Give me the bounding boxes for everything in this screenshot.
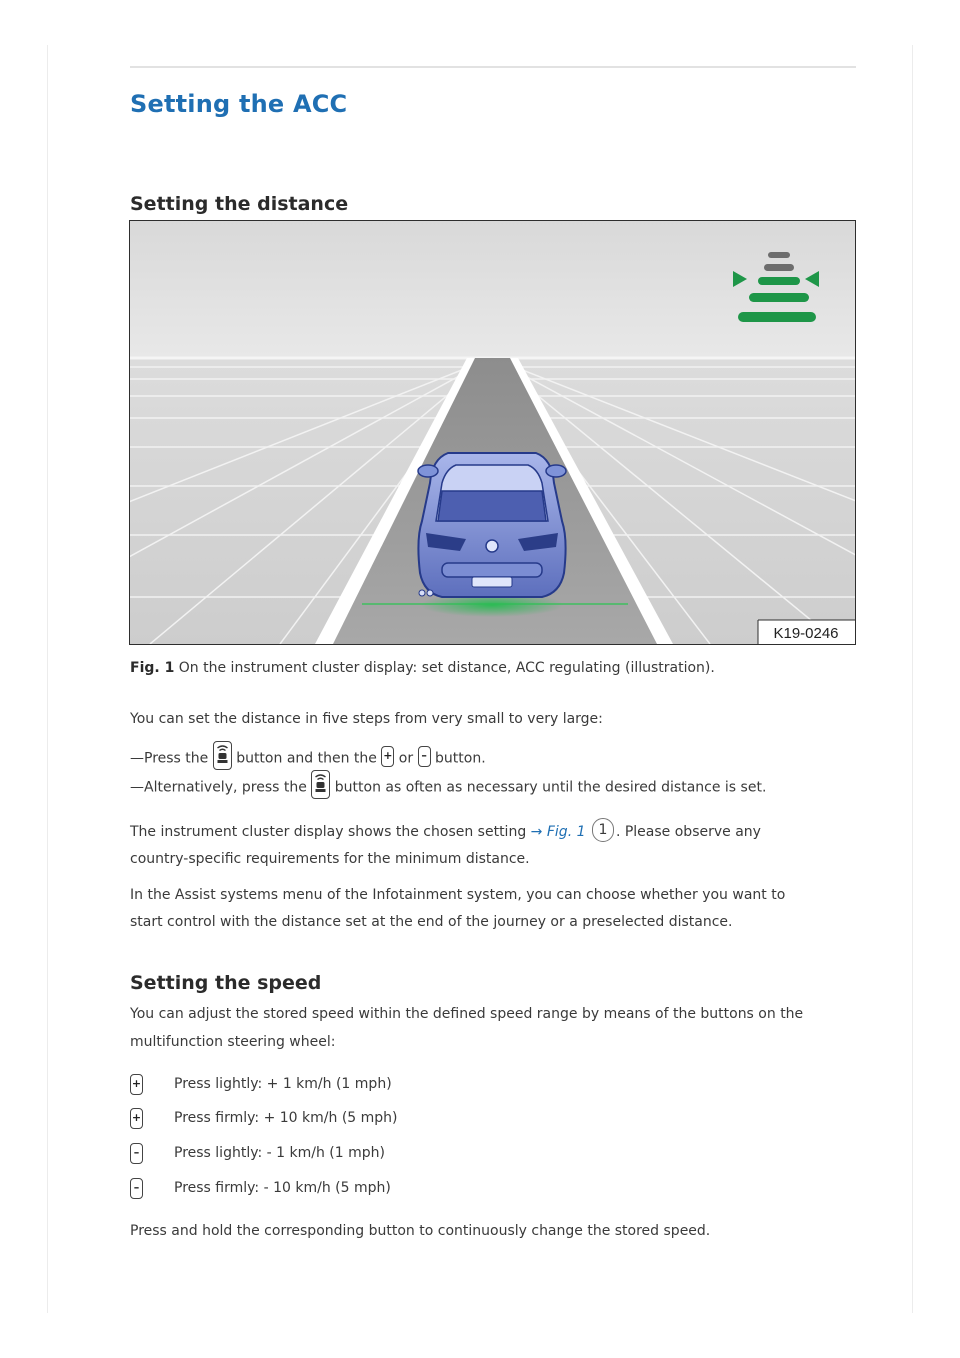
right-margin-line [912,45,913,1313]
distance-bar-4 [749,293,809,302]
figure-link[interactable]: Fig. 1 [546,824,586,840]
speed-row-text: Press lightly: - 1 km/h (1 mph) [174,1145,385,1161]
top-rule [130,66,856,68]
distance-intro: You can set the distance in five steps from very small to very large: [130,711,603,727]
paragraph-setting-shown [130,820,761,844]
minus-button-icon: – [130,1178,143,1199]
plus-button-icon: + [381,746,394,767]
acc-distance-button-icon [213,741,232,770]
speed-row-plus-firm [130,1106,630,1130]
step-2-text-b: button as often as necessary until the desired distance is set. [334,779,767,796]
step-1-text-d: button. [435,750,486,767]
caption-label: Fig. 1 [130,660,175,676]
step-1-text-a: Press the [144,750,209,767]
distance-bar-3 [758,277,800,285]
paragraph-1-line-2: country-specific requirements for the minimum distance. [130,851,530,867]
speed-intro-line-1: You can adjust the stored speed within the defined speed range by means of the buttons on the [130,1006,804,1022]
step-1-text-b: button and then the [236,750,377,767]
step-1-text-c: or [398,750,414,767]
speed-intro-line-2: multifunction steering wheel: [130,1034,336,1050]
speed-row-minus-light [130,1141,630,1165]
caption-text: On the instrument cluster display: set distance, ACC regulating (illustration). [178,660,715,676]
page-title: Setting the ACC [130,90,348,118]
section-heading-speed: Setting the speed [130,972,322,994]
instrument-cluster-illustration [130,221,855,644]
distance-step-2 [130,773,766,802]
figure-code: K19-0246 [773,625,839,642]
left-margin-line [47,45,48,1313]
speed-row-plus-light [130,1072,630,1096]
figure-caption [130,658,715,678]
distance-bar-2 [764,264,794,271]
callout-badge: 1 [592,818,614,842]
speed-outro: Press and hold the corresponding button to continuously change the stored speed. [130,1223,711,1239]
section-heading-distance: Setting the distance [130,193,349,215]
acc-distance-button-icon [311,770,330,799]
paragraph-2-line-1: In the Assist systems menu of the Infotainment system, you can choose whether you want to [130,887,786,903]
figure-link-arrow[interactable]: → [530,824,543,840]
speed-row-text: Press lightly: + 1 km/h (1 mph) [174,1076,392,1092]
figure-acc-display [129,220,856,645]
speed-row-text: Press firmly: - 10 km/h (5 mph) [174,1180,391,1196]
sky-area [130,221,855,358]
distance-bar-1 [768,252,790,258]
distance-step-1 [130,744,486,773]
paragraph-1-text-b: . Please observe any [615,824,761,840]
step-2-text-a: Alternatively, press the [144,779,307,796]
minus-button-icon: – [418,746,431,767]
dash: — [130,779,144,796]
speed-row-text: Press firmly: + 10 km/h (5 mph) [174,1110,398,1126]
car-illustration [418,453,566,597]
dash: — [130,750,144,767]
minus-button-icon: – [130,1143,143,1164]
speed-row-minus-firm [130,1176,630,1200]
plus-button-icon: + [130,1074,143,1095]
paragraph-2-line-2: start control with the distance set at the end of the journey or a preselected distance. [130,914,733,930]
paragraph-1-text-a: The instrument cluster display shows the chosen setting [130,824,527,840]
plus-button-icon: + [130,1108,143,1129]
distance-bar-5 [738,312,816,322]
